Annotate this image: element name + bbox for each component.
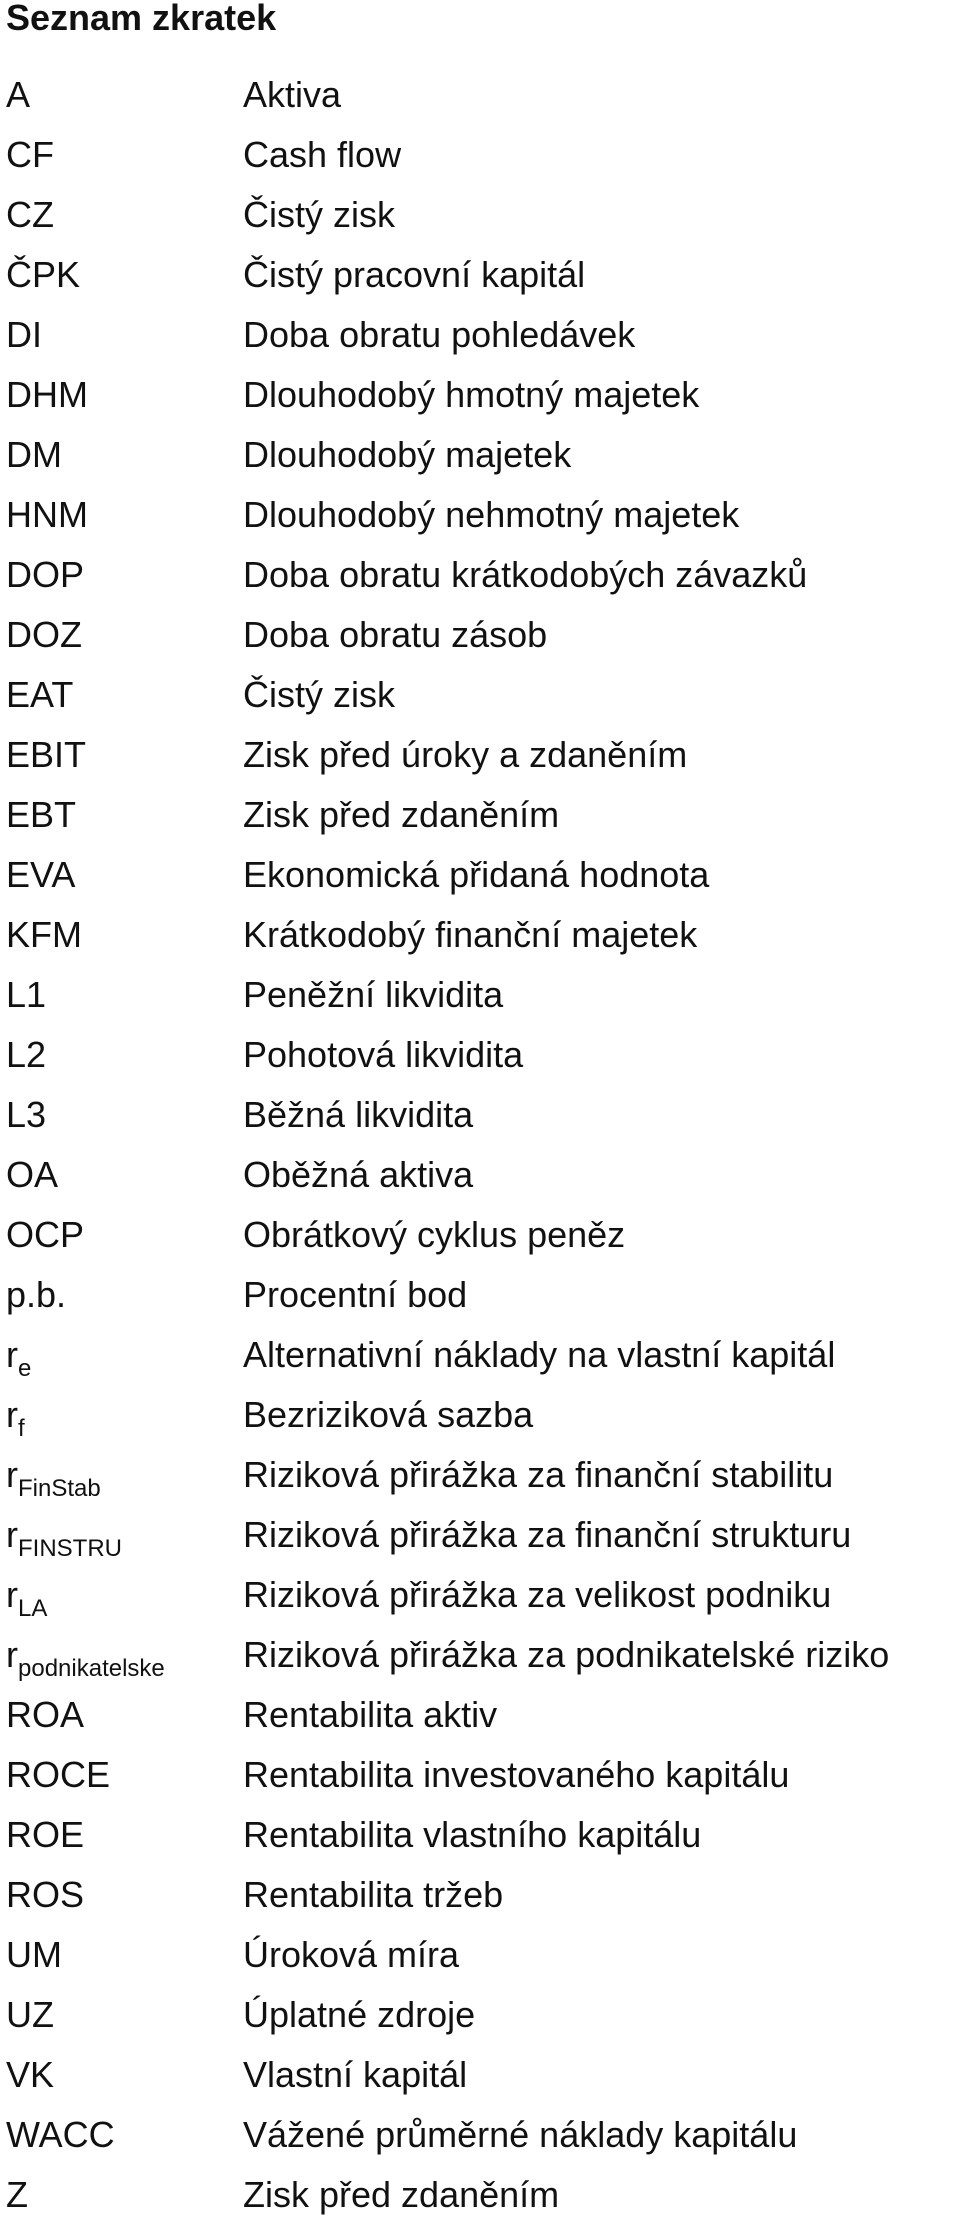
list-item [0,1870,960,1930]
abbreviation-base: CF [6,134,54,175]
list-item [0,370,960,430]
page-title: Seznam zkratek [6,0,277,38]
abbreviation-meaning: Krátkodobý finanční majetek [243,914,698,955]
abbreviation [6,1090,46,1140]
abbreviation-meaning: Dlouhodobý hmotný majetek [243,374,700,415]
abbreviation-meaning: Úroková míra [243,1934,460,1975]
abbreviation-base: r [6,1514,18,1555]
abbreviation-base: ROA [6,1694,85,1735]
abbreviation-meaning: Obrátkový cyklus peněz [243,1214,626,1255]
abbreviation-meaning: Aktiva [243,74,342,115]
abbreviation-list [0,70,960,2230]
abbreviation [6,490,88,540]
abbreviation-base: OCP [6,1214,85,1255]
abbreviation-meaning: Riziková přirážka za velikost podniku [243,1574,832,1615]
list-item [0,1810,960,1870]
abbreviation-base: DOZ [6,614,82,655]
abbreviation-base: r [6,1634,18,1675]
abbreviation-base: UM [6,1934,62,1975]
list-item [0,2050,960,2110]
list-item [0,70,960,130]
abbreviation [6,1930,62,1980]
abbreviation [6,1690,84,1740]
abbreviation-subscript: FINSTRU [18,1535,122,1562]
list-item [0,1030,960,1090]
abbreviation-base: p.b. [6,1274,67,1315]
abbreviation [6,1870,84,1920]
abbreviation-subscript: LA [18,1595,48,1622]
abbreviation [6,430,62,480]
list-item [0,910,960,970]
abbreviation [6,2110,115,2160]
abbreviation-subscript: f [18,1415,25,1442]
abbreviation [6,1450,101,1505]
abbreviation-meaning: Rentabilita aktiv [243,1694,498,1735]
abbreviation-base: DM [6,434,62,475]
abbreviation [6,1990,54,2040]
list-item [0,850,960,910]
list-item [0,1750,960,1810]
abbreviation-meaning: Zisk před úroky a zdaněním [243,734,688,775]
abbreviation [6,2170,28,2220]
list-item [0,490,960,550]
abbreviation [6,1810,84,1860]
list-item [0,250,960,310]
abbreviation-base: ROS [6,1874,85,1915]
abbreviation-base: DI [6,314,42,355]
list-item [0,790,960,850]
list-item [0,1270,960,1330]
abbreviation [6,190,54,240]
abbreviation-meaning: Doba obratu pohledávek [243,314,636,355]
abbreviation [6,670,73,720]
abbreviation [6,130,54,180]
abbreviation-meaning: Čistý zisk [243,194,395,235]
abbreviation-base: VK [6,2054,55,2095]
list-item [0,730,960,790]
abbreviation-base: L3 [6,1094,47,1135]
list-item [0,1630,960,1690]
abbreviation-subscript: podnikatelske [18,1655,165,1682]
abbreviation-meaning: Běžná likvidita [243,1094,474,1135]
list-item [0,970,960,1030]
abbreviation [6,970,46,1020]
list-item [0,1150,960,1210]
list-item [0,1990,960,2050]
list-item [0,2170,960,2230]
abbreviation-base: CZ [6,194,54,235]
abbreviation-base: KFM [6,914,82,955]
abbreviation-meaning: Vážené průměrné náklady kapitálu [243,2114,798,2155]
abbreviation-meaning: Zisk před zdaněním [243,794,560,835]
abbreviation-base: r [6,1394,18,1435]
abbreviation [6,1330,31,1385]
abbreviation-meaning: Rentabilita tržeb [243,1874,504,1915]
list-item [0,610,960,670]
abbreviation-meaning: Riziková přirážka za podnikatelské riziko [243,1634,890,1675]
abbreviation [6,1030,46,1080]
abbreviation-meaning: Riziková přirážka za finanční stabilitu [243,1454,834,1495]
abbreviation-base: r [6,1454,18,1495]
abbreviation [6,2050,54,2100]
abbreviation-base: HNM [6,494,88,535]
list-item [0,670,960,730]
list-item [0,130,960,190]
abbreviation [6,1630,165,1685]
abbreviation-meaning: Ekonomická přidaná hodnota [243,854,710,895]
abbreviation-meaning: Rentabilita investovaného kapitálu [243,1754,790,1795]
abbreviation-base: OA [6,1154,59,1195]
list-item [0,1690,960,1750]
abbreviation-base: EVA [6,854,76,895]
abbreviation-base: DHM [6,374,88,415]
abbreviation-base: UZ [6,1994,54,2035]
abbreviation-meaning: Alternativní náklady na vlastní kapitál [243,1334,836,1375]
abbreviation-base: Z [6,2174,28,2215]
abbreviation [6,1750,110,1800]
abbreviation-base: r [6,1334,18,1375]
abbreviation [6,370,88,420]
list-item [0,2110,960,2170]
list-item [0,1210,960,1270]
abbreviation [6,1270,66,1320]
list-item [0,1090,960,1150]
abbreviation-base: DOP [6,554,85,595]
abbreviation [6,1210,84,1260]
list-item [0,430,960,490]
abbreviation-meaning: Zisk před zdaněním [243,2174,560,2215]
abbreviation-meaning: Doba obratu krátkodobých závazků [243,554,808,595]
abbreviation [6,730,86,780]
abbreviation-base: EBT [6,794,77,835]
abbreviation [6,70,30,120]
abbreviation-base: EBIT [6,734,87,775]
abbreviation-meaning: Procentní bod [243,1274,468,1315]
list-item [0,1930,960,1990]
list-item [0,1450,960,1510]
abbreviation-meaning: Čistý pracovní kapitál [243,254,586,295]
abbreviation [6,910,82,960]
abbreviation-base: EAT [6,674,74,715]
abbreviation-meaning: Bezriziková sazba [243,1394,534,1435]
abbreviation [6,850,75,900]
abbreviation-base: r [6,1574,18,1615]
abbreviation-base: L1 [6,974,47,1015]
abbreviation [6,250,80,300]
abbreviation [6,1510,122,1565]
abbreviation [6,610,82,660]
list-item [0,1390,960,1450]
list-item [0,1330,960,1390]
abbreviation-base: ROCE [6,1754,111,1795]
list-item [0,1570,960,1630]
abbreviation [6,1570,47,1625]
list-item [0,550,960,610]
list-item [0,1510,960,1570]
abbreviation-meaning: Pohotová likvidita [243,1034,524,1075]
abbreviation-meaning: Peněžní likvidita [243,974,504,1015]
abbreviation-meaning: Riziková přirážka za finanční strukturu [243,1514,852,1555]
abbreviation-meaning: Dlouhodobý nehmotný majetek [243,494,740,535]
abbreviation-base: A [6,74,31,115]
abbreviation [6,550,84,600]
abbreviation-meaning: Rentabilita vlastního kapitálu [243,1814,702,1855]
list-item [0,190,960,250]
abbreviation-meaning: Úplatné zdroje [243,1994,476,2035]
list-item [0,310,960,370]
abbreviation [6,1390,25,1445]
abbreviation [6,790,76,840]
abbreviation-subscript: FinStab [18,1475,101,1502]
abbreviation-meaning: Cash flow [243,134,402,175]
abbreviation [6,310,42,360]
abbreviation-meaning: Vlastní kapitál [243,2054,468,2095]
abbreviation-meaning: Dlouhodobý majetek [243,434,572,475]
abbreviation-meaning: Doba obratu zásob [243,614,548,655]
abbreviation-meaning: Čistý zisk [243,674,395,715]
abbreviation-meaning: Oběžná aktiva [243,1154,474,1195]
abbreviation-base: ČPK [6,254,81,295]
abbreviation-base: ROE [6,1814,85,1855]
abbreviation [6,1150,58,1200]
abbreviation-base: WACC [6,2114,115,2155]
abbreviation-subscript: e [18,1355,32,1382]
abbreviation-base: L2 [6,1034,47,1075]
